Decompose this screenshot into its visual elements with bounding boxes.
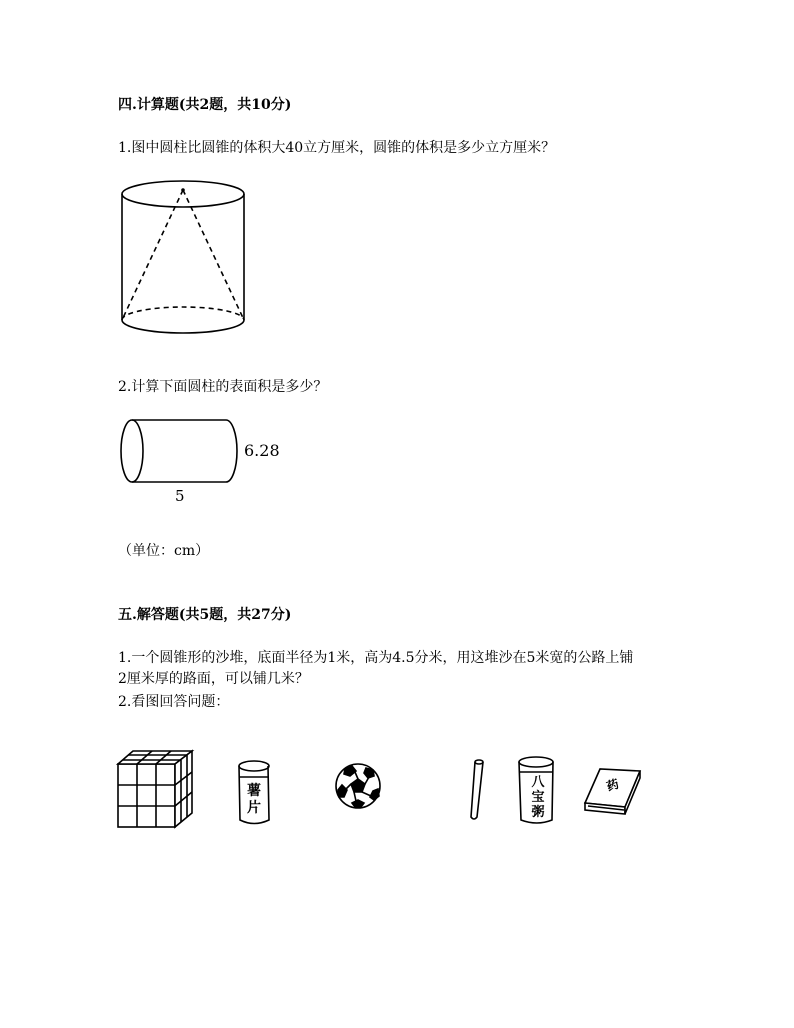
unit-note: （单位：cm） xyxy=(118,543,210,559)
stick-icon xyxy=(471,760,483,819)
q5-1-line1: 1.一个圆锥形的沙堆，底面半径为1米，高为4.5分米，用这堆沙在5米宽的公路上铺 xyxy=(118,650,634,666)
q5-1-line2: 2厘米厚的路面，可以铺几米？ xyxy=(118,671,309,687)
porridge-label-2: 宝 xyxy=(531,789,545,804)
porridge-label-3: 粥 xyxy=(531,804,545,819)
chips-label-2: 片 xyxy=(247,801,261,816)
length-label: 5 xyxy=(175,487,185,505)
q5-2-text: 2.看图回答问题： xyxy=(118,694,230,710)
section4-heading: 四.计算题(共2题，共10分) xyxy=(118,97,292,113)
q4-1-text: 1.图中圆柱比圆锥的体积大40立方厘米，圆锥的体积是多少立方厘米？ xyxy=(118,140,556,156)
chips-label-1: 薯 xyxy=(247,784,261,799)
porridge-label-1: 八 xyxy=(531,774,545,789)
rubik-cube-icon xyxy=(118,751,192,827)
medicine-label: 药 xyxy=(604,776,621,794)
soccer-ball-icon xyxy=(336,764,380,808)
section5-heading: 五.解答题(共5题，共27分) xyxy=(118,607,292,623)
q4-2-text: 2.计算下面圆柱的表面积是多少？ xyxy=(118,379,328,395)
height-label: 6.28 xyxy=(244,441,280,460)
